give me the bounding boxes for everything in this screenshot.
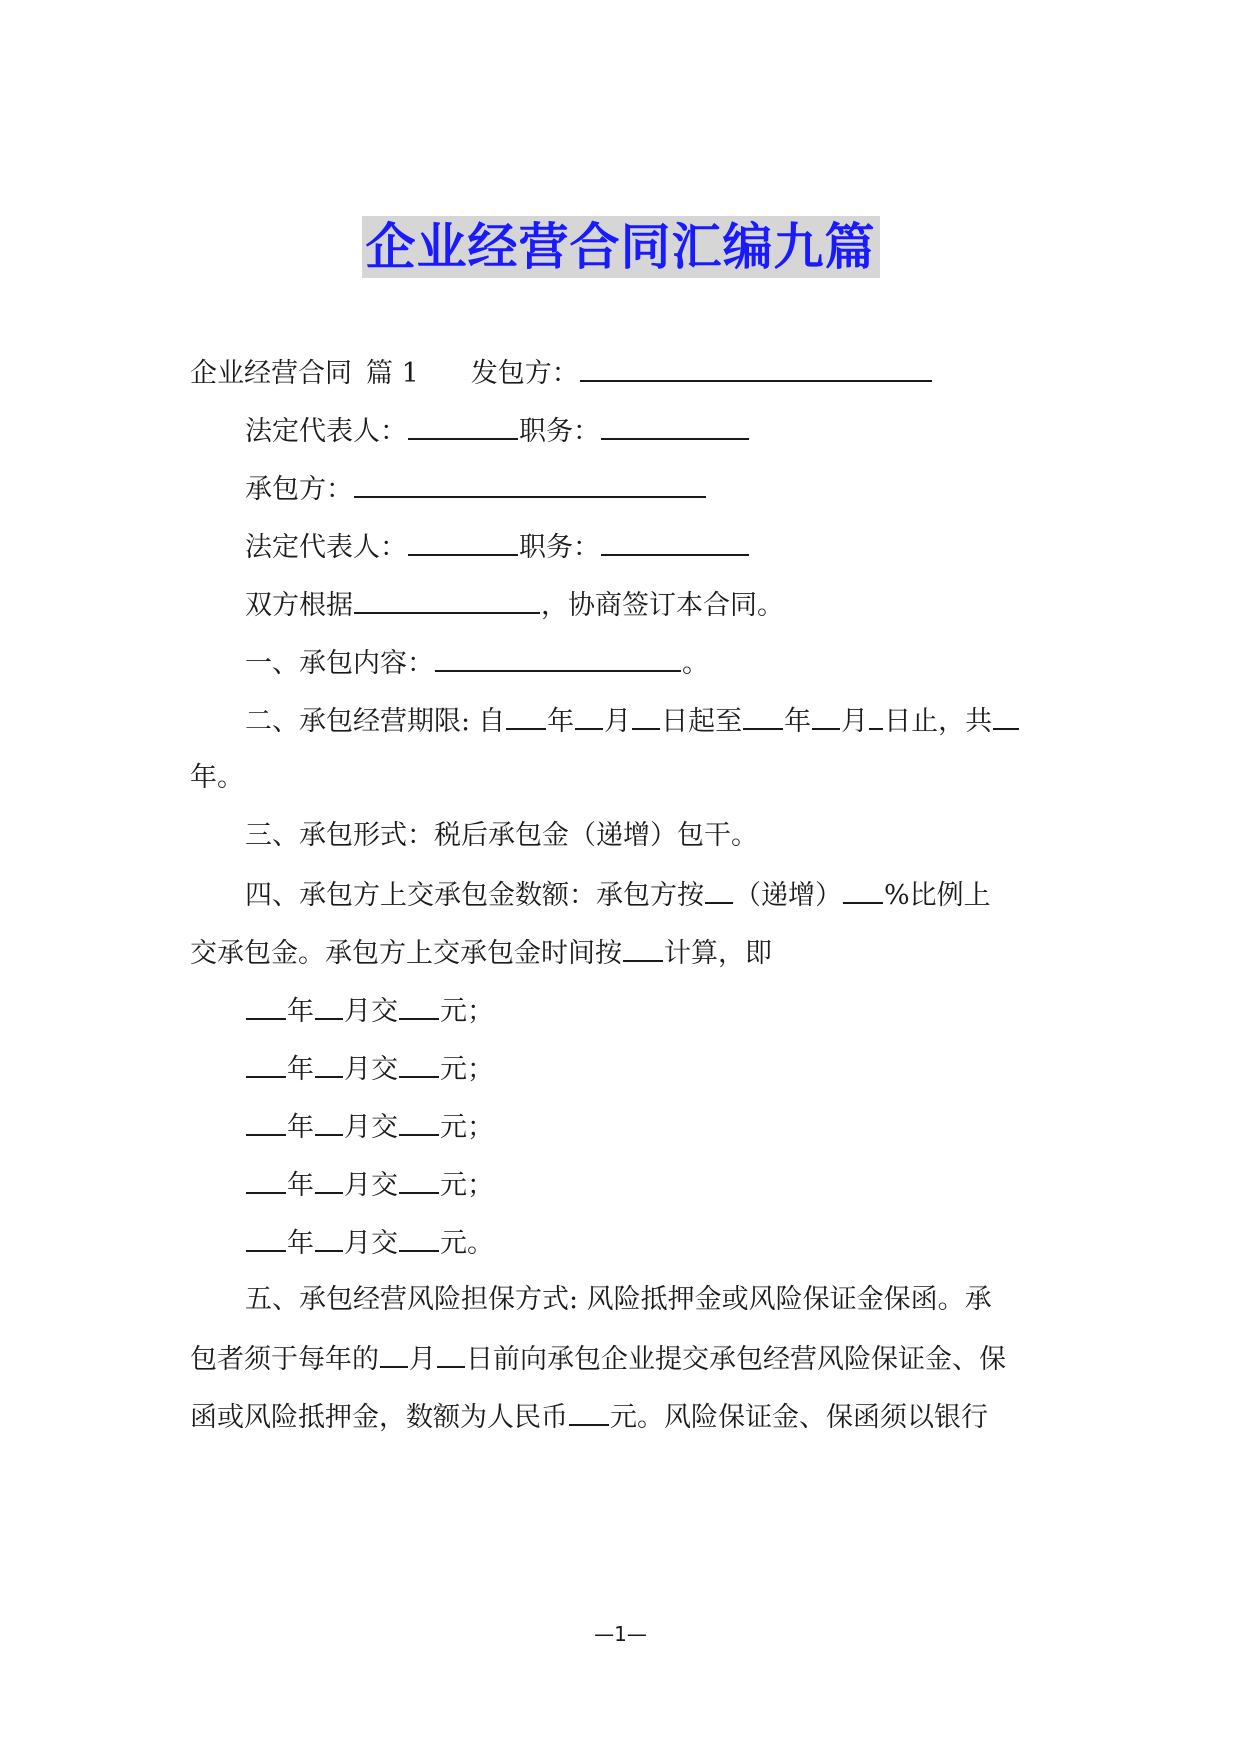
- item3-line: [245, 816, 758, 856]
- position-label: 职务：: [519, 532, 600, 563]
- payment-row: [245, 1106, 494, 1148]
- payment-month: 月交: [344, 1170, 398, 1201]
- item4-text-b: （递增）: [734, 880, 842, 911]
- payment-amount-blank: [399, 990, 439, 1020]
- item5-text-3b: 元。风险保证金、保函须以银行: [610, 1402, 988, 1433]
- item4-line2: [190, 932, 772, 974]
- contractor-legal-rep-line: [245, 526, 750, 568]
- payment-month: 月交: [344, 1054, 398, 1085]
- payment-year-blank: [246, 1106, 286, 1136]
- employer-legal-rep-line: [245, 410, 750, 452]
- item5-text-1: 五、承包经营风险担保方式: 风险抵押金或风险保证金保函。承: [245, 1284, 992, 1315]
- payment-month: 月交: [344, 996, 398, 1027]
- payment-year-blank: [246, 1048, 286, 1078]
- basis-blank: [354, 584, 540, 614]
- item4-percent-blank: [843, 874, 883, 904]
- basis-prefix: 双方根据: [245, 590, 353, 621]
- legal-rep-blank: [408, 410, 518, 440]
- item4-text-a: 四、承包方上交承包金数额：承包方按: [245, 880, 704, 911]
- payment-amount-blank: [399, 1222, 439, 1252]
- item2-prefix: 二、承包经营期限:: [245, 706, 471, 737]
- payment-month-blank: [315, 1106, 343, 1136]
- item5-line3: [190, 1396, 988, 1438]
- item2-month: 月: [841, 706, 869, 737]
- payment-row: [245, 1164, 494, 1206]
- payment-end: 元；: [440, 996, 494, 1027]
- payment-end: 元；: [440, 1170, 494, 1201]
- end-year-blank: [743, 700, 783, 730]
- item1-line: [245, 642, 709, 684]
- payment-year: 年: [287, 1054, 314, 1085]
- payment-row: [245, 990, 494, 1032]
- item3-text: 三、承包形式：税后承包金（递增）包干。: [245, 820, 758, 851]
- item4-text-c: %比例上: [884, 880, 991, 911]
- payment-month: 月交: [344, 1112, 398, 1143]
- item5-line2: [190, 1338, 1006, 1380]
- item4-line1: [245, 874, 991, 916]
- document-title: 企业经营合同汇编九篇: [362, 216, 880, 278]
- payment-end: 元；: [440, 1054, 494, 1085]
- payment-month-blank: [315, 1164, 343, 1194]
- item5-month-blank: [380, 1338, 408, 1368]
- start-day-blank: [632, 700, 660, 730]
- payment-amount-blank: [399, 1164, 439, 1194]
- start-month-blank: [575, 700, 603, 730]
- item2-month: 月: [604, 706, 632, 737]
- payment-month-blank: [315, 1222, 343, 1252]
- payment-amount-blank: [399, 1048, 439, 1078]
- payment-month-blank: [315, 1048, 343, 1078]
- payment-year: 年: [287, 1228, 314, 1259]
- payment-amount-blank: [399, 1106, 439, 1136]
- item5-day-blank: [437, 1338, 465, 1368]
- position-blank: [601, 526, 749, 556]
- employer-blank: [580, 352, 932, 382]
- heading-label: 企业经营合同: [190, 358, 352, 389]
- payment-month-blank: [315, 990, 343, 1020]
- legal-rep-blank: [408, 526, 518, 556]
- contract-heading-line: [190, 352, 933, 394]
- legal-rep-label: 法定代表人：: [245, 416, 407, 447]
- item2-day-start: 日起至: [661, 706, 743, 737]
- payment-year-blank: [246, 1164, 286, 1194]
- item4-text-d: 交承包金。承包方上交承包金时间按: [190, 938, 622, 969]
- payment-row: [245, 1048, 494, 1090]
- payment-end: 元；: [440, 1112, 494, 1143]
- item5-line1: [245, 1280, 992, 1320]
- start-year-blank: [506, 700, 546, 730]
- item1-prefix: 一、承包内容：: [245, 648, 434, 679]
- item5-text-3a: 函或风险抵押金，数额为人民币: [190, 1402, 568, 1433]
- basis-line: [245, 584, 784, 626]
- item5-text-2b: 月: [409, 1344, 436, 1375]
- contractor-blank: [354, 468, 706, 498]
- item5-amount-blank: [569, 1396, 609, 1426]
- payment-year: 年: [287, 1112, 314, 1143]
- item2-day-end: 日止，共: [884, 706, 993, 737]
- contractor-line: [245, 468, 707, 510]
- payment-year-blank: [246, 1222, 286, 1252]
- end-month-blank: [812, 700, 840, 730]
- employer-label: 发包方：: [470, 358, 579, 389]
- item2-tail: 年。: [190, 762, 244, 793]
- item2-tail-line: [190, 758, 244, 798]
- total-years-blank: [993, 700, 1019, 730]
- document-title-wrapper: [0, 216, 1241, 278]
- item5-text-2c: 日前向承包企业提交承包经营风险保证金、保: [466, 1344, 1006, 1375]
- item2-line: [245, 700, 1020, 742]
- item2-from: 自: [478, 706, 506, 737]
- payment-row: [245, 1222, 494, 1264]
- payment-end: 元。: [440, 1228, 494, 1259]
- item5-text-2a: 包者须于每年的: [190, 1344, 379, 1375]
- end-day-blank: [869, 700, 883, 730]
- position-label: 职务：: [519, 416, 600, 447]
- position-blank: [601, 410, 749, 440]
- item1-suffix: 。: [682, 648, 709, 679]
- item4-time-blank: [623, 932, 663, 962]
- heading-part: 篇 1: [366, 358, 419, 389]
- item4-basis-blank: [705, 874, 733, 904]
- item2-year: 年: [547, 706, 575, 737]
- item4-text-e: 计算，即: [664, 938, 772, 969]
- payment-month: 月交: [344, 1228, 398, 1259]
- payment-year: 年: [287, 1170, 314, 1201]
- payment-year: 年: [287, 996, 314, 1027]
- payment-year-blank: [246, 990, 286, 1020]
- basis-suffix: ，协商签订本合同。: [541, 590, 784, 621]
- page-number: —1—: [594, 1622, 647, 1646]
- legal-rep-label: 法定代表人：: [245, 532, 407, 563]
- contractor-label: 承包方：: [245, 474, 353, 505]
- item2-year: 年: [784, 706, 812, 737]
- item1-blank: [435, 642, 681, 672]
